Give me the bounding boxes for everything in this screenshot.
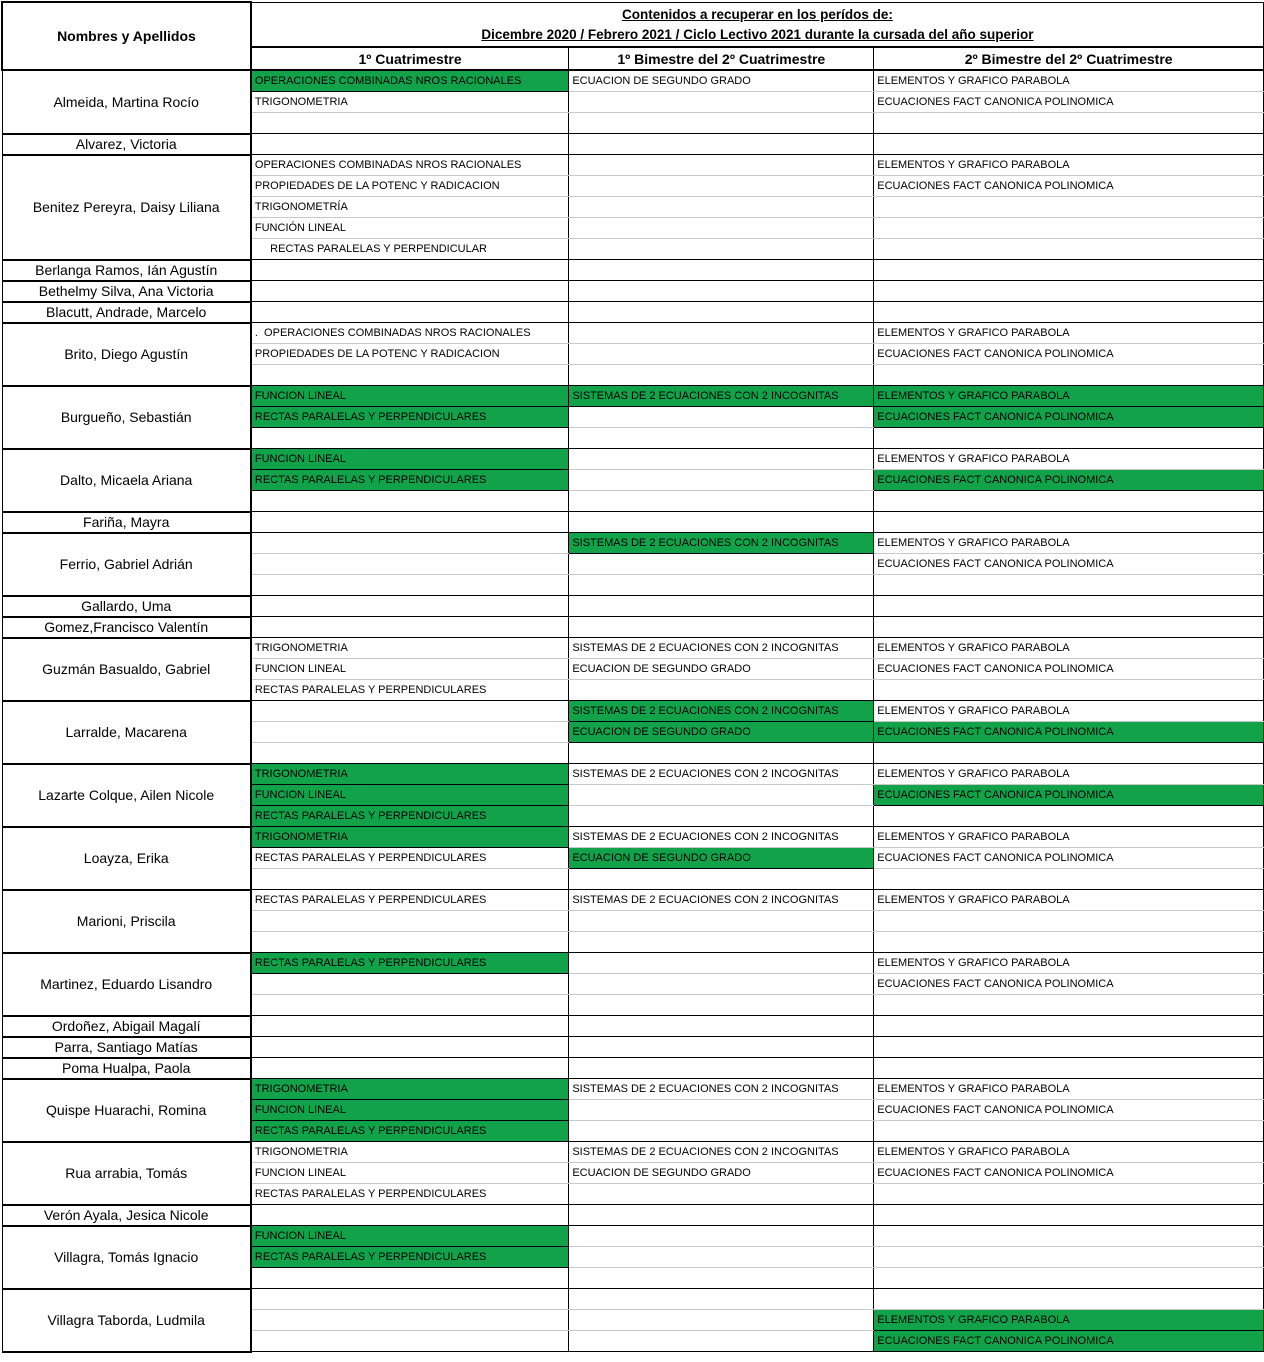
- content-cell[interactable]: [874, 1121, 1264, 1142]
- highlighted-content-cell[interactable]: ECUACIONES FACT CANONICA POLINOMICA: [874, 407, 1264, 428]
- content-cell[interactable]: [874, 1037, 1264, 1058]
- content-cell[interactable]: FUNCIÓN LINEAL: [251, 218, 569, 239]
- content-cell[interactable]: [251, 722, 569, 743]
- content-cell[interactable]: [569, 1058, 874, 1079]
- content-cell[interactable]: ECUACION DE SEGUNDO GRADO: [569, 1163, 874, 1184]
- content-cell[interactable]: TRIGONOMETRIA: [251, 1142, 569, 1163]
- content-cell[interactable]: [251, 1310, 569, 1331]
- content-cell[interactable]: [569, 1310, 874, 1331]
- content-cell[interactable]: ECUACIONES FACT CANONICA POLINOMICA: [874, 1100, 1264, 1121]
- table-row: [2, 953, 1264, 974]
- content-cell[interactable]: [874, 680, 1264, 701]
- student-name[interactable]: Gomez,Francisco Valentín: [2, 617, 251, 638]
- student-name[interactable]: Fariña, Mayra: [2, 512, 251, 533]
- content-cell[interactable]: [569, 932, 874, 953]
- content-cell[interactable]: SISTEMAS DE 2 ECUACIONES CON 2 INCOGNITAS: [569, 890, 874, 911]
- content-cell[interactable]: [874, 1016, 1264, 1037]
- content-cell[interactable]: ECUACIONES FACT CANONICA POLINOMICA: [874, 344, 1264, 365]
- title-line-2: Dicembre 2020 / Febrero 2021 / Ciclo Lectivo 2021 durante la cursada del año superior: [481, 27, 1034, 43]
- content-cell[interactable]: SISTEMAS DE 2 ECUACIONES CON 2 INCOGNITAS: [569, 638, 874, 659]
- content-cell[interactable]: RECTAS PARALELAS Y PERPENDICULAR: [251, 239, 569, 260]
- content-cell[interactable]: [874, 1247, 1264, 1268]
- highlighted-content-cell[interactable]: FUNCION LINEAL: [251, 1100, 569, 1121]
- content-cell[interactable]: ELEMENTOS Y GRAFICO PARABOLA: [874, 890, 1264, 911]
- title-line-1: Contenidos a recuperar en los perídos de:: [622, 7, 893, 23]
- table-row: [2, 512, 1264, 533]
- content-cell[interactable]: [874, 113, 1264, 134]
- content-cell[interactable]: ECUACIONES FACT CANONICA POLINOMICA: [874, 176, 1264, 197]
- content-cell[interactable]: [251, 554, 569, 575]
- content-cell[interactable]: [251, 617, 569, 638]
- content-cell[interactable]: [251, 281, 569, 302]
- content-cell[interactable]: [569, 1100, 874, 1121]
- content-cell[interactable]: [569, 239, 874, 260]
- content-cell[interactable]: [874, 512, 1264, 533]
- content-cell[interactable]: [874, 575, 1264, 596]
- content-cell[interactable]: [251, 1268, 569, 1289]
- content-cell[interactable]: [569, 1247, 874, 1268]
- content-cell[interactable]: TRIGONOMETRIA: [251, 92, 569, 113]
- content-cell[interactable]: [251, 134, 569, 155]
- highlighted-content-cell[interactable]: RECTAS PARALELAS Y PERPENDICULARES: [251, 953, 569, 974]
- content-cell[interactable]: ELEMENTOS Y GRAFICO PARABOLA: [874, 1142, 1264, 1163]
- content-cell[interactable]: RECTAS PARALELAS Y PERPENDICULARES: [251, 1184, 569, 1205]
- highlighted-content-cell[interactable]: FUNCION LINEAL: [251, 785, 569, 806]
- student-name[interactable]: Parra, Santiago Matías: [2, 1037, 251, 1058]
- content-cell[interactable]: [569, 1331, 874, 1352]
- content-cell[interactable]: ECUACIONES FACT CANONICA POLINOMICA: [874, 554, 1264, 575]
- content-cell[interactable]: [251, 302, 569, 323]
- content-cell[interactable]: [874, 617, 1264, 638]
- student-name[interactable]: Quispe Huarachi, Romina: [2, 1079, 251, 1142]
- content-cell[interactable]: [251, 974, 569, 995]
- content-cell[interactable]: [569, 134, 874, 155]
- content-cell[interactable]: ELEMENTOS Y GRAFICO PARABOLA: [874, 70, 1264, 92]
- content-cell[interactable]: [569, 260, 874, 281]
- content-cell[interactable]: [251, 428, 569, 449]
- content-cell[interactable]: [569, 743, 874, 764]
- content-cell[interactable]: [569, 1037, 874, 1058]
- highlighted-content-cell[interactable]: TRIGONOMETRIA: [251, 1079, 569, 1100]
- content-cell[interactable]: [874, 1205, 1264, 1226]
- content-cell[interactable]: [251, 365, 569, 386]
- content-cell[interactable]: [569, 995, 874, 1016]
- student-name[interactable]: Villagra Taborda, Ludmila: [2, 1289, 251, 1352]
- table-row: [2, 1289, 1264, 1310]
- content-cell[interactable]: PROPIEDADES DE LA POTENC Y RADICACION: [251, 176, 569, 197]
- content-cell[interactable]: [874, 239, 1264, 260]
- highlighted-content-cell[interactable]: RECTAS PARALELAS Y PERPENDICULARES: [251, 407, 569, 428]
- content-cell[interactable]: [569, 680, 874, 701]
- content-cell[interactable]: [251, 1016, 569, 1037]
- content-cell[interactable]: [874, 1289, 1264, 1310]
- content-cell[interactable]: [874, 1058, 1264, 1079]
- highlighted-content-cell[interactable]: FUNCION LINEAL: [251, 386, 569, 407]
- student-name[interactable]: Ordoñez, Abigail Magalí: [2, 1016, 251, 1037]
- highlighted-content-cell[interactable]: ELEMENTOS Y GRAFICO PARABOLA: [874, 1310, 1264, 1331]
- student-name[interactable]: Villagra, Tomás Ignacio: [2, 1226, 251, 1289]
- table-row: [2, 764, 1264, 785]
- content-cell[interactable]: ECUACIONES FACT CANONICA POLINOMICA: [874, 974, 1264, 995]
- highlighted-content-cell[interactable]: ECUACIONES FACT CANONICA POLINOMICA: [874, 722, 1264, 743]
- student-name[interactable]: Benitez Pereyra, Daisy Liliana: [2, 155, 251, 260]
- content-cell[interactable]: [251, 596, 569, 617]
- content-cell[interactable]: [874, 218, 1264, 239]
- column-header-2: 1º Bimestre del 2º Cuatrimestre: [569, 47, 874, 70]
- highlighted-content-cell[interactable]: RECTAS PARALELAS Y PERPENDICULARES: [251, 1247, 569, 1268]
- content-cell[interactable]: [874, 1184, 1264, 1205]
- student-name[interactable]: Loayza, Erika: [2, 827, 251, 890]
- content-cell[interactable]: FUNCION LINEAL: [251, 1163, 569, 1184]
- content-cell[interactable]: [569, 344, 874, 365]
- content-cell[interactable]: [874, 428, 1264, 449]
- content-cell[interactable]: [569, 869, 874, 890]
- content-cell[interactable]: [874, 1226, 1264, 1247]
- table-row: [2, 1058, 1264, 1079]
- content-cell[interactable]: [251, 701, 569, 722]
- content-cell[interactable]: [251, 743, 569, 764]
- content-cell[interactable]: [874, 869, 1264, 890]
- content-cell[interactable]: ECUACIONES FACT CANONICA POLINOMICA: [874, 1163, 1264, 1184]
- content-cell[interactable]: RECTAS PARALELAS Y PERPENDICULARES: [251, 890, 569, 911]
- content-cell[interactable]: [874, 995, 1264, 1016]
- content-cell[interactable]: [874, 197, 1264, 218]
- table-row: [2, 533, 1264, 554]
- content-cell[interactable]: [569, 785, 874, 806]
- content-cell[interactable]: [569, 491, 874, 512]
- content-cell[interactable]: [251, 1037, 569, 1058]
- content-cell[interactable]: [251, 533, 569, 554]
- content-cell[interactable]: [569, 1268, 874, 1289]
- table-row: [2, 70, 1264, 92]
- content-cell[interactable]: ELEMENTOS Y GRAFICO PARABOLA: [874, 701, 1264, 722]
- content-cell[interactable]: [874, 911, 1264, 932]
- content-cell[interactable]: SISTEMAS DE 2 ECUACIONES CON 2 INCOGNITAS: [569, 764, 874, 785]
- content-cell[interactable]: [874, 260, 1264, 281]
- table-row: [2, 1142, 1264, 1163]
- student-name[interactable]: Blacutt, Andrade, Marcelo: [2, 302, 251, 323]
- content-cell[interactable]: [569, 953, 874, 974]
- content-cell[interactable]: [569, 554, 874, 575]
- content-cell[interactable]: [569, 617, 874, 638]
- content-cell[interactable]: PROPIEDADES DE LA POTENC Y RADICACION: [251, 344, 569, 365]
- content-cell[interactable]: [874, 281, 1264, 302]
- content-cell[interactable]: [874, 134, 1264, 155]
- table-row: [2, 260, 1264, 281]
- table-row: [2, 1226, 1264, 1247]
- table-row: [2, 1079, 1264, 1100]
- content-cell[interactable]: ELEMENTOS Y GRAFICO PARABOLA: [874, 323, 1264, 344]
- highlighted-content-cell[interactable]: RECTAS PARALELAS Y PERPENDICULARES: [251, 470, 569, 491]
- student-name[interactable]: Brito, Diego Agustín: [2, 323, 251, 386]
- content-cell[interactable]: RECTAS PARALELAS Y PERPENDICULARES: [251, 848, 569, 869]
- student-name[interactable]: Martinez, Eduardo Lisandro: [2, 953, 251, 1016]
- content-cell[interactable]: [569, 1205, 874, 1226]
- student-name[interactable]: Verón Ayala, Jesica Nicole: [2, 1205, 251, 1226]
- content-cell[interactable]: [569, 365, 874, 386]
- table-row: [2, 701, 1264, 722]
- content-cell[interactable]: TRIGONOMETRÍA: [251, 197, 569, 218]
- content-cell[interactable]: [569, 1226, 874, 1247]
- table-row: [2, 323, 1264, 344]
- content-cell[interactable]: SISTEMAS DE 2 ECUACIONES CON 2 INCOGNITAS: [569, 1079, 874, 1100]
- content-cell[interactable]: [569, 92, 874, 113]
- content-cell[interactable]: [569, 281, 874, 302]
- content-cell[interactable]: ELEMENTOS Y GRAFICO PARABOLA: [874, 1079, 1264, 1100]
- content-cell[interactable]: [251, 869, 569, 890]
- content-cell[interactable]: ELEMENTOS Y GRAFICO PARABOLA: [874, 953, 1264, 974]
- student-name[interactable]: Almeida, Martina Rocío: [2, 70, 251, 134]
- content-cell[interactable]: [569, 1121, 874, 1142]
- content-cell[interactable]: [251, 1331, 569, 1352]
- table-row: [2, 302, 1264, 323]
- highlighted-content-cell[interactable]: ECUACIONES FACT CANONICA POLINOMICA: [874, 470, 1264, 491]
- content-cell[interactable]: ELEMENTOS Y GRAFICO PARABOLA: [874, 449, 1264, 470]
- highlighted-content-cell[interactable]: SISTEMAS DE 2 ECUACIONES CON 2 INCOGNITAS: [569, 386, 874, 407]
- table-row: [2, 134, 1264, 155]
- highlighted-content-cell[interactable]: ECUACIONES FACT CANONICA POLINOMICA: [874, 785, 1264, 806]
- contents-table: [1, 1, 1264, 1353]
- content-cell[interactable]: [251, 995, 569, 1016]
- content-cell[interactable]: [251, 512, 569, 533]
- table-row: [2, 890, 1264, 911]
- table-body: [2, 70, 1264, 1352]
- student-name[interactable]: Berlanga Ramos, Ián Agustín: [2, 260, 251, 281]
- content-cell[interactable]: RECTAS PARALELAS Y PERPENDICULARES: [251, 680, 569, 701]
- table-row: [2, 155, 1264, 176]
- highlighted-content-cell[interactable]: ECUACION DE SEGUNDO GRADO: [569, 722, 874, 743]
- student-name[interactable]: Dalto, Micaela Ariana: [2, 449, 251, 512]
- table-row: [2, 281, 1264, 302]
- student-name[interactable]: Rua arrabia, Tomás: [2, 1142, 251, 1205]
- table-row: [2, 1037, 1264, 1058]
- highlighted-content-cell[interactable]: FUNCION LINEAL: [251, 1226, 569, 1247]
- content-cell[interactable]: [569, 218, 874, 239]
- content-cell[interactable]: [251, 932, 569, 953]
- student-name[interactable]: Bethelmy Silva, Ana Victoria: [2, 281, 251, 302]
- content-cell[interactable]: ELEMENTOS Y GRAFICO PARABOLA: [874, 533, 1264, 554]
- highlighted-content-cell[interactable]: TRIGONOMETRIA: [251, 827, 569, 848]
- content-cell[interactable]: [251, 911, 569, 932]
- content-cell[interactable]: [251, 1205, 569, 1226]
- content-cell[interactable]: [874, 932, 1264, 953]
- student-name[interactable]: Burgueño, Sebastián: [2, 386, 251, 449]
- table-row: [2, 1016, 1264, 1037]
- table-row: [2, 827, 1264, 848]
- table-row: [2, 617, 1264, 638]
- student-name[interactable]: Ferrio, Gabriel Adrián: [2, 533, 251, 596]
- content-cell[interactable]: [251, 491, 569, 512]
- content-cell[interactable]: [569, 806, 874, 827]
- student-name[interactable]: Larralde, Macarena: [2, 701, 251, 764]
- table-row: [2, 449, 1264, 470]
- content-cell[interactable]: FUNCION LINEAL: [251, 659, 569, 680]
- content-cell[interactable]: [569, 113, 874, 134]
- table-title: [251, 2, 1264, 47]
- content-cell[interactable]: [874, 365, 1264, 386]
- student-name[interactable]: Guzmán Basualdo, Gabriel: [2, 638, 251, 701]
- content-cell[interactable]: ECUACIONES FACT CANONICA POLINOMICA: [874, 92, 1264, 113]
- content-cell[interactable]: ELEMENTOS Y GRAFICO PARABOLA: [874, 827, 1264, 848]
- content-cell[interactable]: ELEMENTOS Y GRAFICO PARABOLA: [874, 155, 1264, 176]
- content-cell[interactable]: [251, 113, 569, 134]
- content-cell[interactable]: [251, 260, 569, 281]
- content-cell[interactable]: TRIGONOMETRIA: [251, 638, 569, 659]
- content-cell[interactable]: ELEMENTOS Y GRAFICO PARABOLA: [874, 764, 1264, 785]
- column-header-1: 1º Cuatrimestre: [251, 47, 569, 70]
- student-name[interactable]: Poma Hualpa, Paola: [2, 1058, 251, 1079]
- content-cell[interactable]: [874, 491, 1264, 512]
- content-cell[interactable]: [569, 155, 874, 176]
- content-cell[interactable]: [874, 743, 1264, 764]
- highlighted-content-cell[interactable]: ECUACIONES FACT CANONICA POLINOMICA: [874, 1331, 1264, 1352]
- content-cell[interactable]: [874, 596, 1264, 617]
- student-name[interactable]: Marioni, Priscila: [2, 890, 251, 953]
- table-row: [2, 1205, 1264, 1226]
- highlighted-content-cell[interactable]: ECUACION DE SEGUNDO GRADO: [569, 848, 874, 869]
- content-cell[interactable]: [874, 1268, 1264, 1289]
- highlighted-content-cell[interactable]: RECTAS PARALELAS Y PERPENDICULARES: [251, 1121, 569, 1142]
- content-cell[interactable]: [569, 470, 874, 491]
- content-cell[interactable]: ECUACION DE SEGUNDO GRADO: [569, 659, 874, 680]
- content-cell[interactable]: [569, 512, 874, 533]
- content-cell[interactable]: [569, 176, 874, 197]
- names-header: Nombres y Apellidos: [2, 2, 251, 70]
- content-cell[interactable]: [569, 407, 874, 428]
- highlighted-content-cell[interactable]: OPERACIONES COMBINADAS NROS RACIONALES: [251, 70, 569, 92]
- content-cell[interactable]: [251, 575, 569, 596]
- table-row: [2, 596, 1264, 617]
- content-cell[interactable]: SISTEMAS DE 2 ECUACIONES CON 2 INCOGNITAS: [569, 827, 874, 848]
- table-row: [2, 638, 1264, 659]
- content-cell[interactable]: [569, 1016, 874, 1037]
- highlighted-content-cell[interactable]: ELEMENTOS Y GRAFICO PARABOLA: [874, 386, 1264, 407]
- content-cell[interactable]: ECUACION DE SEGUNDO GRADO: [569, 70, 874, 92]
- content-cell[interactable]: [569, 974, 874, 995]
- student-name[interactable]: Lazarte Colque, Ailen Nicole: [2, 764, 251, 827]
- content-cell[interactable]: ELEMENTOS Y GRAFICO PARABOLA: [874, 638, 1264, 659]
- content-cell[interactable]: [569, 575, 874, 596]
- content-cell[interactable]: [569, 449, 874, 470]
- content-cell[interactable]: [569, 1289, 874, 1310]
- highlighted-content-cell[interactable]: SISTEMAS DE 2 ECUACIONES CON 2 INCOGNITAS: [569, 533, 874, 554]
- student-name[interactable]: Gallardo, Uma: [2, 596, 251, 617]
- content-cell[interactable]: ECUACIONES FACT CANONICA POLINOMICA: [874, 659, 1264, 680]
- content-cell[interactable]: [569, 323, 874, 344]
- content-cell[interactable]: [251, 1058, 569, 1079]
- content-cell[interactable]: [569, 197, 874, 218]
- highlighted-content-cell[interactable]: SISTEMAS DE 2 ECUACIONES CON 2 INCOGNITAS: [569, 701, 874, 722]
- content-cell[interactable]: [569, 428, 874, 449]
- content-cell[interactable]: [251, 1289, 569, 1310]
- content-cell[interactable]: [874, 806, 1264, 827]
- student-name[interactable]: Alvarez, Victoria: [2, 134, 251, 155]
- content-cell[interactable]: SISTEMAS DE 2 ECUACIONES CON 2 INCOGNITAS: [569, 1142, 874, 1163]
- table-row: [2, 386, 1264, 407]
- content-cell[interactable]: [569, 596, 874, 617]
- content-cell[interactable]: [874, 302, 1264, 323]
- highlighted-content-cell[interactable]: FUNCION LINEAL: [251, 449, 569, 470]
- content-cell[interactable]: ECUACIONES FACT CANONICA POLINOMICA: [874, 848, 1264, 869]
- highlighted-content-cell[interactable]: TRIGONOMETRIA: [251, 764, 569, 785]
- content-cell[interactable]: OPERACIONES COMBINADAS NROS RACIONALES: [251, 155, 569, 176]
- content-cell[interactable]: [569, 911, 874, 932]
- content-cell[interactable]: [569, 302, 874, 323]
- content-cell[interactable]: . OPERACIONES COMBINADAS NROS RACIONALES: [251, 323, 569, 344]
- highlighted-content-cell[interactable]: RECTAS PARALELAS Y PERPENDICULARES: [251, 806, 569, 827]
- content-cell[interactable]: [569, 1184, 874, 1205]
- column-header-3: 2º Bimestre del 2º Cuatrimestre: [874, 47, 1264, 70]
